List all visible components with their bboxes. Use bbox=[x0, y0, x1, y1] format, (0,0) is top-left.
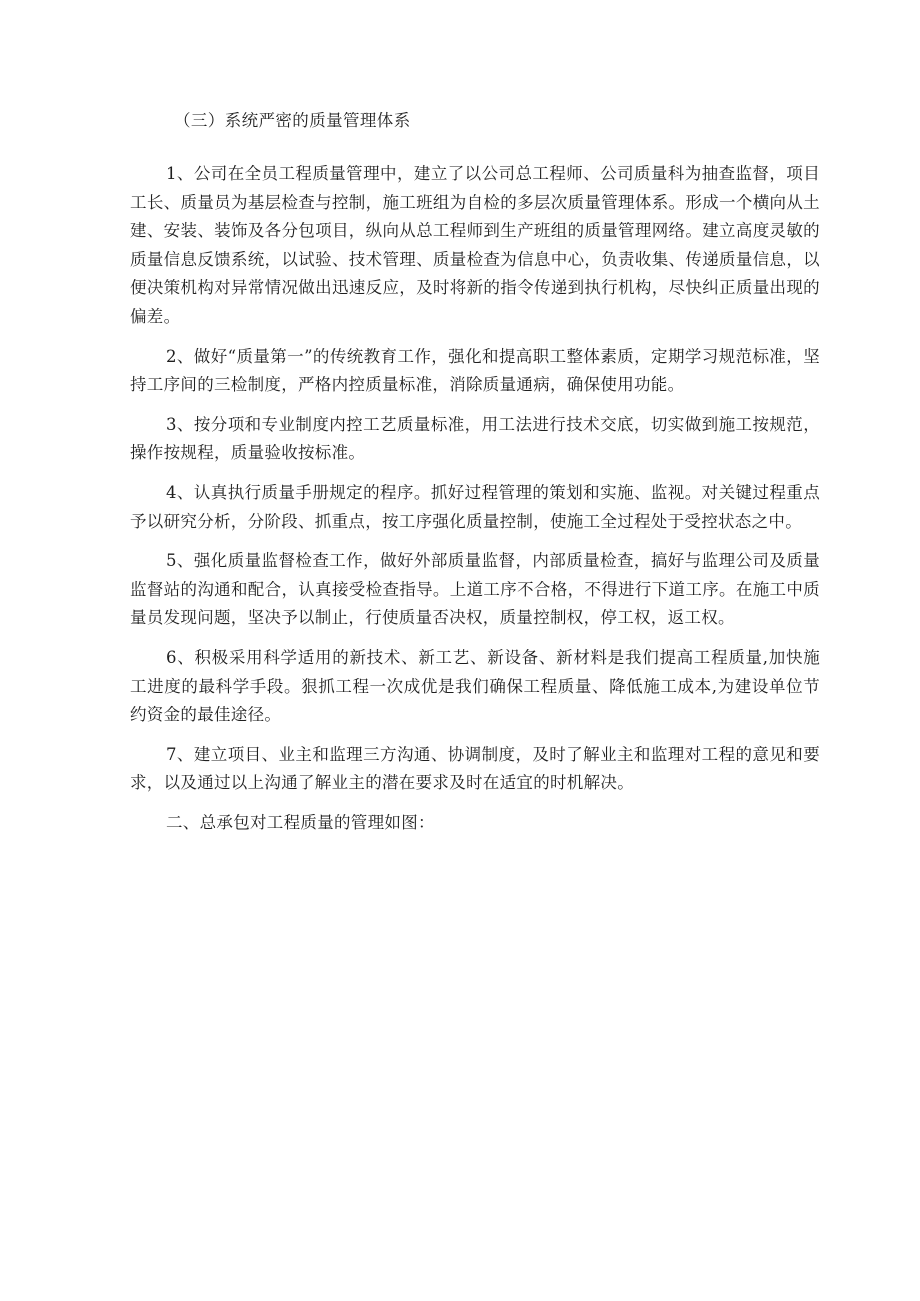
paragraph-4: 4、认真执行质量手册规定的程序。抓好过程管理的策划和实施、监视。对关键过程重点予以研究分析，分阶段、抓重点，按工序强化质量控制，使施工全过程处于受控状态之中。 bbox=[130, 482, 820, 531]
paragraph-3: 3、按分项和专业制度内控工艺质量标准，用工法进行技术交底，切实做到施工按规范，操作按规程，质量验收按标准。 bbox=[130, 414, 820, 463]
section-title: （三）系统严密的质量管理体系 bbox=[174, 111, 411, 130]
paragraph-list bbox=[130, 160, 820, 837]
paragraph-7: 7、建立项目、业主和监理三方沟通、协调制度，及时了解业主和监理对工程的意见和要求，以及通过以上沟通了解业主的潜在要求及时在适宜的时机解决。 bbox=[130, 744, 820, 793]
paragraph-5: 5、强化质量监督检查工作，做好外部质量监督，内部质量检查，搞好与监理公司及质量监督站的沟通和配合，认真接受检查指导。上道工序不合格，不得进行下道工序。在施工中质量员发现问题，坚决予以制止，行使质量否决权，质量控制权，停工权，返工权。 bbox=[130, 551, 820, 628]
paragraph-6: 6、积极采用科学适用的新技术、新工艺、新设备、新材料是我们提高工程质量,加快施工进度的最科学手段。狠抓工程一次成优是我们确保工程质量、降低施工成本,为建设单位节约资金的最佳途径。 bbox=[130, 647, 820, 725]
paragraph-1: 1、公司在全员工程质量管理中，建立了以公司总工程师、公司质量科为抽查监督，项目工长、质量员为基层检查与控制，施工班组为自检的多层次质量管理体系。形成一个横向从土建、安装、装饰及各分包项目，纵向从总工程师到生产班组的质量管理网络。建立高度灵敏的质量信息反馈系统，以试验、技术管理、质量检查为信息中心，负责收集、传递质量信息，以便决策机构对异常情况做出迅速反应，及时将新的指令传递到执行机构，尽快纠正质量出现的偏差。 bbox=[130, 164, 820, 326]
paragraph-2: 2、做好“质量第一”的传统教育工作，强化和提高职工整体素质，定期学习规范标准，坚持工序间的三检制度，严格内控质量标准，消除质量通病，确保使用功能。 bbox=[130, 346, 820, 395]
document-content bbox=[130, 107, 820, 837]
closing-heading: 二、总承包对工程质量的管理如图： bbox=[166, 812, 435, 832]
